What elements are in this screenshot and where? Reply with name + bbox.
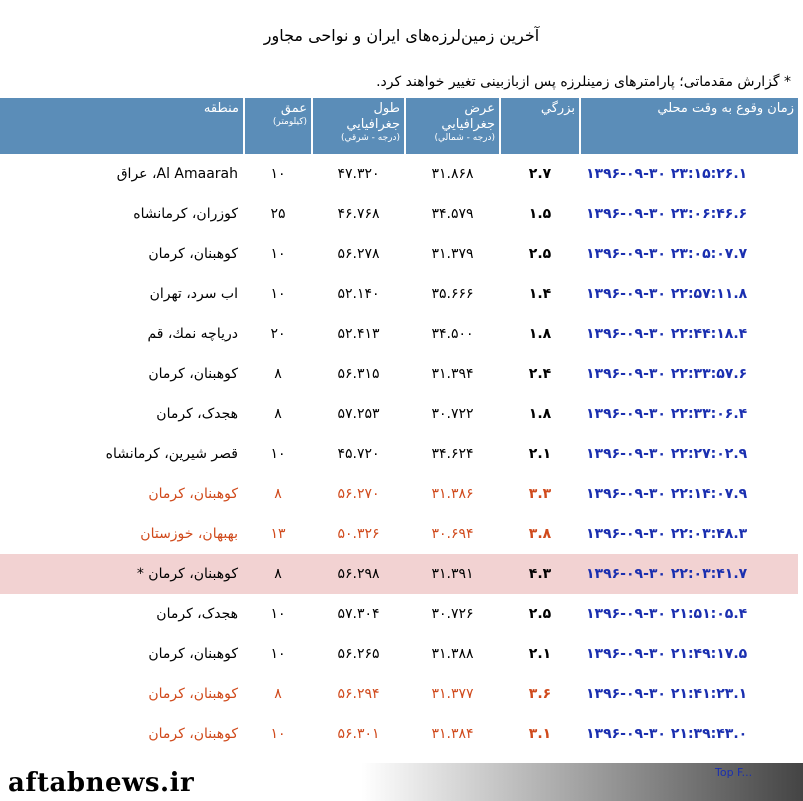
region-cell: هجدک، کرمان (156, 606, 238, 622)
longitude-unit: (درجه - شرقي) (340, 133, 400, 143)
latitude-cell: ۳۵.۶۶۶ (431, 286, 474, 302)
header-latitude[interactable]: عرض جغرافيايي (درجه - شمالي) (405, 98, 500, 154)
depth-cell: ۱۰ (270, 166, 286, 182)
region-cell: کوهبنان، کرمان (148, 246, 238, 262)
depth-cell: ۲۰ (270, 326, 286, 342)
latitude-cell: ۳۱.۳۷۹ (431, 246, 474, 262)
longitude-cell: ۵۷.۳۰۴ (337, 606, 380, 622)
depth-cell: ۸ (274, 486, 282, 502)
table-row[interactable] (0, 194, 798, 234)
region-cell: بهبهان، خوزستان (140, 526, 238, 542)
time-cell: ۱۳۹۶-۰۹-۳۰ ۲۱:۳۹:۴۳.۰ (586, 726, 748, 742)
time-cell: ۱۳۹۶-۰۹-۳۰ ۲۲:۰۳:۴۸.۳ (586, 526, 748, 542)
region-cell: کوهبنان، کرمان * (0, 554, 244, 594)
magnitude-cell: ۱.۸ (528, 406, 552, 422)
magnitude-cell: ۲.۷ (528, 166, 552, 182)
longitude-cell: ۵۲.۴۱۳ (337, 326, 380, 342)
region-cell: کوهبنان، کرمان (148, 726, 238, 742)
table-row[interactable] (0, 314, 798, 354)
latitude-cell: ۳۱.۳۹۱ (405, 554, 500, 594)
table-row[interactable] (0, 634, 798, 674)
footer-link[interactable]: Top F... (715, 766, 753, 779)
latitude-cell: ۳۱.۳۸۶ (431, 486, 474, 502)
magnitude-cell: ۳.۶ (528, 686, 552, 702)
depth-cell: ۲۵ (270, 206, 286, 222)
time-cell: ۱۳۹۶-۰۹-۳۰ ۲۲:۵۷:۱۱.۸ (586, 286, 748, 302)
depth-cell: ۱۰ (270, 726, 286, 742)
longitude-cell: ۵۰.۳۲۶ (337, 526, 380, 542)
depth-cell: ۱۰ (270, 646, 286, 662)
latitude-cell: ۳۰.۷۲۶ (431, 606, 474, 622)
region-cell: درياچه نمك، قم (147, 326, 238, 342)
time-cell: ۱۳۹۶-۰۹-۳۰ ۲۲:۲۷:۰۲.۹ (586, 446, 748, 462)
table-row[interactable] (0, 274, 798, 314)
region-cell: کوهبنان، کرمان (148, 486, 238, 502)
header-time[interactable]: زمان وقوع به وقت محلي (580, 98, 798, 154)
table-row[interactable] (0, 434, 798, 474)
table-row[interactable] (0, 674, 798, 714)
time-cell: ۱۳۹۶-۰۹-۳۰ ۲۳:۰۵:۰۷.۷ (586, 246, 748, 262)
region-cell: کوزران، کرمانشاه (133, 206, 238, 222)
depth-cell: ۱۰ (270, 246, 286, 262)
table-row[interactable] (0, 594, 798, 634)
time-cell: ۱۳۹۶-۰۹-۳۰ ۲۲:۰۳:۴۱.۷ (580, 554, 798, 594)
header-magnitude[interactable]: بزرگي (500, 98, 580, 154)
region-cell: قصر شيرين، کرمانشاه (105, 446, 238, 462)
magnitude-cell: ۳.۱ (528, 726, 552, 742)
depth-unit: (کيلومتر) (272, 117, 307, 127)
latitude-cell: ۳۱.۳۸۸ (431, 646, 474, 662)
depth-cell: ۸ (244, 554, 312, 594)
time-cell: ۱۳۹۶-۰۹-۳۰ ۲۱:۴۱:۲۳.۱ (586, 686, 748, 702)
latitude-cell: ۳۱.۸۶۸ (431, 166, 474, 182)
longitude-cell: ۵۶.۲۷۸ (337, 246, 380, 262)
longitude-cell: ۵۶.۲۶۵ (337, 646, 380, 662)
magnitude-cell: ۲.۱ (528, 646, 552, 662)
magnitude-cell: ۲.۱ (528, 446, 552, 462)
latitude-unit: (درجه - شمالي) (434, 133, 495, 143)
latitude-cell: ۳۴.۵۰۰ (431, 326, 474, 342)
table-row[interactable] (0, 354, 798, 394)
time-cell: ۱۳۹۶-۰۹-۳۰ ۲۱:۵۱:۰۵.۴ (586, 606, 748, 622)
region-cell: اب سرد، تهران (149, 286, 238, 302)
table-row[interactable] (0, 474, 798, 514)
longitude-cell: ۵۶.۲۹۸ (312, 554, 405, 594)
magnitude-cell: ۲.۵ (528, 246, 552, 262)
table-header-row (0, 98, 798, 154)
header-longitude[interactable]: طول جغرافيايي (درجه - شرقي) (312, 98, 405, 154)
magnitude-cell: ۲.۴ (528, 366, 552, 382)
time-cell: ۱۳۹۶-۰۹-۳۰ ۲۲:۳۳:۰۶.۴ (586, 406, 748, 422)
time-cell: ۱۳۹۶-۰۹-۳۰ ۲۳:۱۵:۲۶.۱ (586, 166, 748, 182)
magnitude-cell: ۳.۸ (528, 526, 552, 542)
latitude-cell: ۳۰.۶۹۴ (431, 526, 474, 542)
table-row[interactable] (0, 714, 798, 754)
table-row[interactable] (0, 394, 798, 434)
latitude-cell: ۳۴.۵۷۹ (431, 206, 474, 222)
longitude-cell: ۴۵.۷۲۰ (337, 446, 380, 462)
depth-cell: ۱۰ (270, 446, 286, 462)
depth-cell: ۸ (274, 406, 282, 422)
depth-cell: ۸ (274, 686, 282, 702)
region-cell: Al Amaarah، عراق (116, 166, 238, 182)
table-row[interactable] (0, 554, 798, 594)
depth-cell: ۱۳ (270, 526, 286, 542)
longitude-cell: ۴۷.۳۲۰ (337, 166, 380, 182)
magnitude-cell: ۳.۳ (528, 486, 552, 502)
latitude-cell: ۳۱.۳۸۴ (431, 726, 474, 742)
magnitude-cell: ۴.۳ (500, 554, 580, 594)
longitude-cell: ۴۶.۷۶۸ (337, 206, 380, 222)
table-row[interactable] (0, 154, 798, 194)
table-row[interactable] (0, 234, 798, 274)
longitude-cell: ۵۲.۱۴۰ (337, 286, 380, 302)
time-cell: ۱۳۹۶-۰۹-۳۰ ۲۱:۴۹:۱۷.۵ (586, 646, 748, 662)
longitude-cell: ۵۶.۳۰۱ (337, 726, 380, 742)
time-cell: ۱۳۹۶-۰۹-۳۰ ۲۲:۳۳:۵۷.۶ (586, 366, 748, 382)
region-cell: کوهبنان، کرمان (148, 646, 238, 662)
magnitude-cell: ۱.۸ (528, 326, 552, 342)
latitude-cell: ۳۱.۳۹۴ (431, 366, 474, 382)
longitude-cell: ۵۶.۳۱۵ (337, 366, 380, 382)
time-cell: ۱۳۹۶-۰۹-۳۰ ۲۲:۴۴:۱۸.۴ (586, 326, 748, 342)
latitude-cell: ۳۱.۳۷۷ (431, 686, 474, 702)
depth-cell: ۱۰ (270, 286, 286, 302)
header-depth[interactable]: عمق (کيلومتر) (244, 98, 312, 154)
latitude-cell: ۳۴.۶۲۴ (431, 446, 474, 462)
magnitude-cell: ۲.۵ (528, 606, 552, 622)
time-cell: ۱۳۹۶-۰۹-۳۰ ۲۲:۱۴:۰۷.۹ (586, 486, 748, 502)
longitude-cell: ۵۷.۲۵۳ (337, 406, 380, 422)
region-cell: هجدک، کرمان (156, 406, 238, 422)
brand-watermark: aftabnews.ir (8, 768, 195, 798)
magnitude-cell: ۱.۵ (528, 206, 552, 222)
depth-cell: ۱۰ (270, 606, 286, 622)
region-cell: کوهبنان، کرمان (148, 366, 238, 382)
longitude-cell: ۵۶.۲۷۰ (337, 486, 380, 502)
earthquake-table (0, 98, 798, 754)
latitude-cell: ۳۰.۷۲۲ (431, 406, 474, 422)
longitude-cell: ۵۶.۲۹۴ (337, 686, 380, 702)
table-row[interactable] (0, 514, 798, 554)
page-title: آخرین زمین‌لرزه‌های ایران و نواحی مجاور (263, 26, 540, 45)
header-region[interactable]: منطقه (0, 98, 244, 154)
region-cell: کوهبنان، کرمان (148, 686, 238, 702)
depth-cell: ۸ (274, 366, 282, 382)
magnitude-cell: ۱.۴ (528, 286, 552, 302)
preliminary-report-note: * گزارش مقدماتی؛ پارامترهای زمینلرزه پس ازبازبینی تغییر خواهند کرد. (376, 74, 791, 90)
time-cell: ۱۳۹۶-۰۹-۳۰ ۲۳:۰۶:۴۶.۶ (586, 206, 748, 222)
